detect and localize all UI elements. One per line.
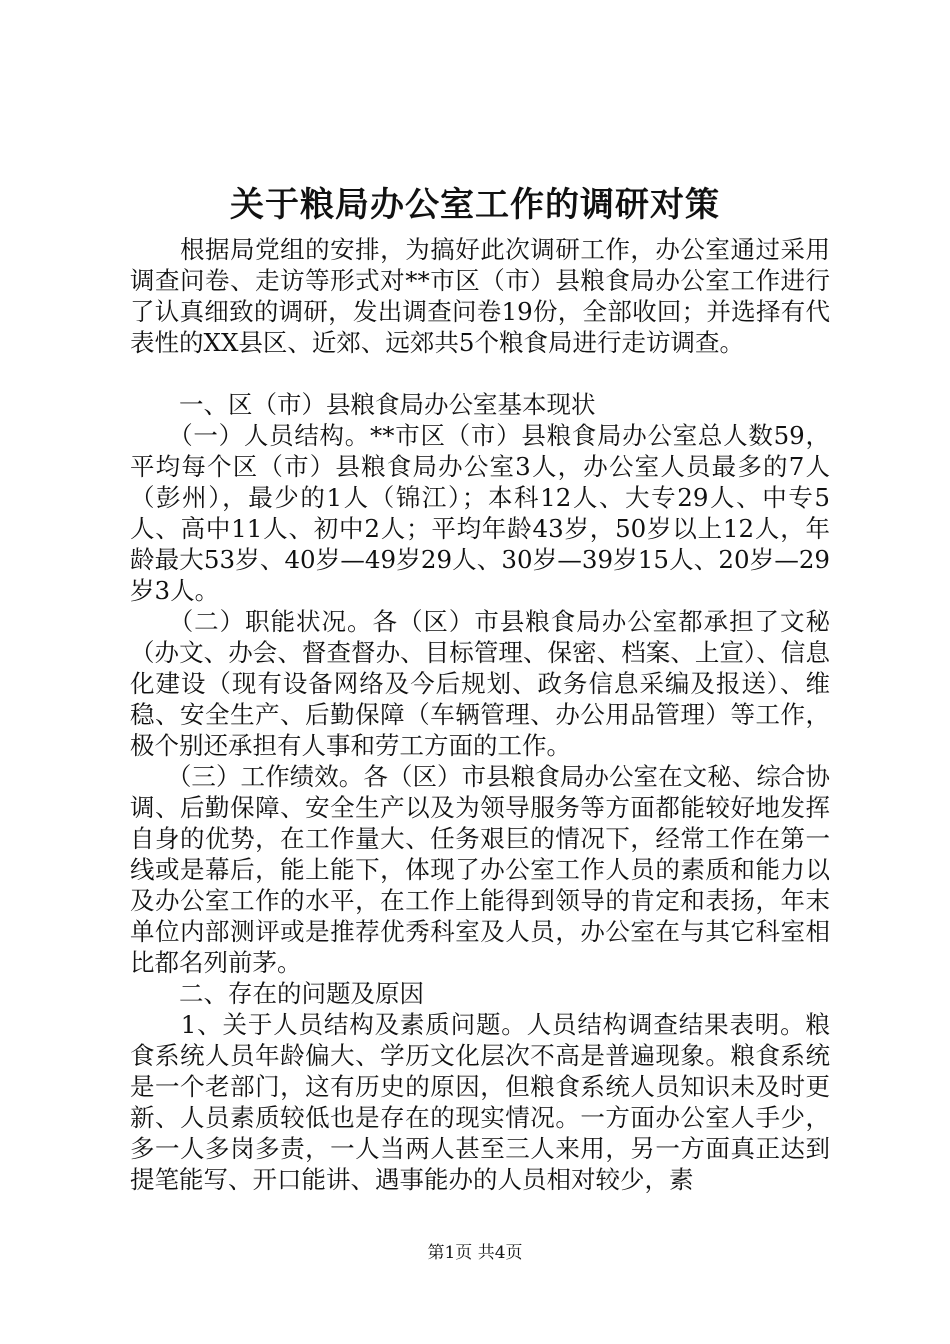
- paragraph-intro: 根据局党组的安排，为搞好此次调研工作，办公室通过采用调查问卷、走访等形式对**市区（市）县粮食局办公室工作进行了认真细致的调研，发出调查问卷19份，全部收回；并选择有代表性的XX县区、近郊、远郊共5个粮食局进行走访调查。: [130, 235, 830, 357]
- paragraph-gap: [130, 358, 830, 389]
- paragraph-staff-structure: （一）人员结构。**市区（市）县粮食局办公室总人数59，平均每个区（市）县粮食局办公室3人，办公室人员最多的7人（彭州），最少的1人（锦江）；本科12人、大专29人、中专5人、高中11人、初中2人；平均年龄43岁，50岁以上12人，年龄最大53岁、40岁—49岁29人、30岁—39岁15人、20岁—29岁3人。: [130, 421, 830, 605]
- page-footer: 第1页 共4页: [427, 1243, 523, 1263]
- paragraph-functions: （二）职能状况。各（区）市县粮食局办公室都承担了文秘（办文、办会、督查督办、目标管理、保密、档案、上宣）、信息化建设（现有设备网络及今后规划、政务信息采编及报送）、维稳、安全生产、后勤保障（车辆管理、办公用品管理）等工作，极个别还承担有人事和劳工方面的工作。: [130, 607, 830, 760]
- paragraph-performance: （三）工作绩效。各（区）市县粮食局办公室在文秘、综合协调、后勤保障、安全生产以及为领导服务等方面都能较好地发挥自身的优势，在工作量大、任务艰巨的情况下，经常工作在第一线或是幕后，能上能下，体现了办公室工作人员的素质和能力以及办公室工作的水平，在工作上能得到领导的肯定和表扬，年末单位内部测评或是推荐优秀科室及人员，办公室在与其它科室相比都名列前茅。: [130, 762, 830, 977]
- paragraph-problems: 1、关于人员结构及素质问题。人员结构调查结果表明。粮食系统人员年龄偏大、学历文化层次不高是普遍现象。粮食系统是一个老部门，这有历史的原因，但粮食系统人员知识未及时更新、人员素质较低也是存在的现实情况。一方面办公室人手少，多一人多岗多责，一人当两人甚至三人来用，另一方面真正达到提笔能写、开口能讲、遇事能办的人员相对较少，素: [130, 1010, 830, 1194]
- section-heading-1: 一、区（市）县粮食局办公室基本现状: [130, 390, 596, 419]
- document-body: [130, 234, 830, 1195]
- document-title: 关于粮局办公室工作的调研对策: [230, 185, 720, 225]
- section-heading-2: 二、存在的问题及原因: [130, 979, 424, 1008]
